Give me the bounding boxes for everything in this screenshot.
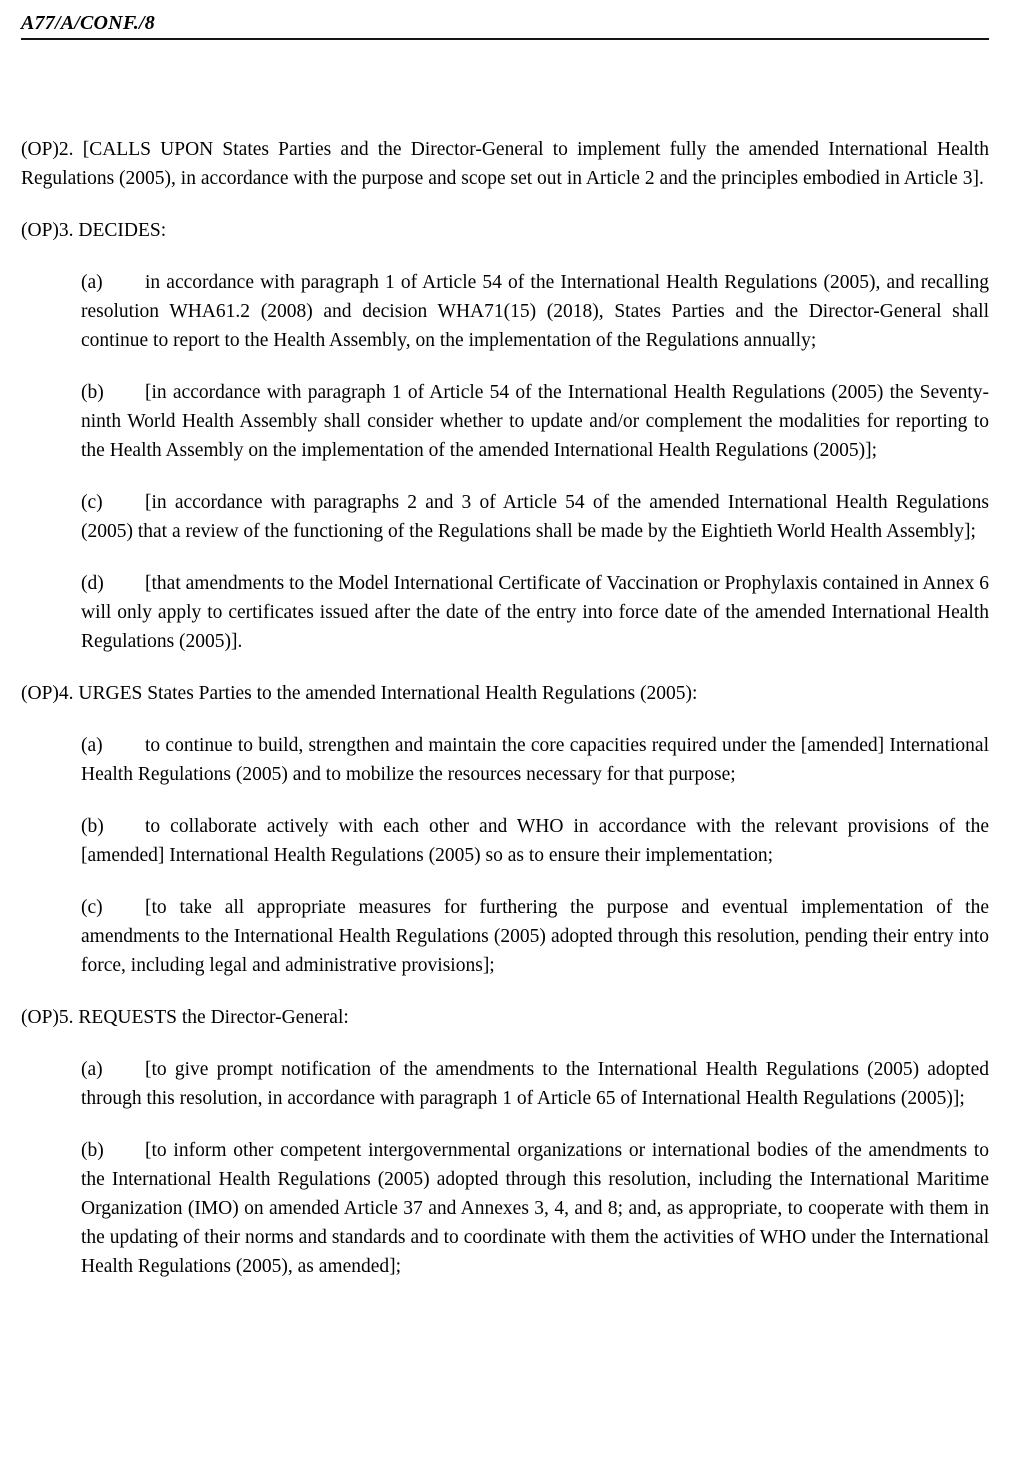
sub-item-label: (b)	[81, 382, 104, 403]
sub-item-text: [that amendments to the Model International Certificate of Vaccination or Prophylaxis contained in Annex 6 will only apply to certificates issued after the date of the entry into force date of the amended International Health Regulations (2005)].	[81, 573, 989, 652]
sub-item-label: (c)	[81, 897, 103, 918]
document-body	[21, 40, 989, 1281]
sub-item-label: (a)	[81, 1059, 103, 1080]
document-header	[21, 0, 989, 40]
paragraph-op4-b	[81, 812, 989, 870]
paragraph-op4: (OP)4. URGES States Parties to the amended International Health Regulations (2005):	[21, 683, 698, 704]
sub-item-label: (b)	[81, 1140, 104, 1161]
paragraph-op3-c	[81, 488, 989, 546]
sub-item-text: to collaborate actively with each other and WHO in accordance with the relevant provisions of the [amended] International Health Regulations (2005) so as to ensure their implementation;	[81, 816, 989, 866]
sub-item-label: (a)	[81, 272, 103, 293]
sub-item-text: [to give prompt notification of the amendments to the International Health Regulations (2005) adopted through this resolution, in accordance with paragraph 1 of Article 65 of International Health Regulations (2005)];	[81, 1059, 989, 1109]
paragraph-op4-c	[81, 893, 989, 980]
sub-item-text: [in accordance with paragraphs 2 and 3 of Article 54 of the amended International Health Regulations (2005) that a review of the functioning of the Regulations shall be made by the Eightieth World Health Assembly];	[81, 492, 989, 542]
paragraph-op3: (OP)3. DECIDES:	[21, 220, 167, 241]
paragraph-op5-b	[81, 1136, 989, 1281]
sub-item-label: (d)	[81, 573, 104, 594]
sub-item-label: (c)	[81, 492, 103, 513]
sub-item-label: (b)	[81, 816, 104, 837]
paragraph-op4-a	[81, 731, 989, 789]
sub-item-text: [in accordance with paragraph 1 of Article 54 of the International Health Regulations (2005) the Seventy-ninth World Health Assembly shall consider whether to update and/or complement the modalities for reporting to the Health Assembly on the implementation of the amended International Health Regulations (2005)];	[81, 382, 989, 461]
paragraph-op3-b	[81, 378, 989, 465]
sub-item-text: to continue to build, strengthen and maintain the core capacities required under the [amended] International Health Regulations (2005) and to mobilize the resources necessary for that purpose;	[81, 735, 989, 785]
paragraph-op5-a	[81, 1055, 989, 1113]
sub-item-text: [to inform other competent intergovernmental organizations or international bodies of the amendments to the International Health Regulations (2005) adopted through this resolution, including the International Maritime Organization (IMO) on amended Article 37 and Annexes 3, 4, and 8; and, as appropriate, to cooperate with them in the updating of their norms and standards and to coordinate with them the activities of WHO under the International Health Regulations (2005), as amended];	[81, 1140, 989, 1277]
paragraph-op3-d	[81, 569, 989, 656]
document-reference: A77/A/CONF./8	[21, 12, 155, 34]
paragraph-op2: (OP)2. [CALLS UPON States Parties and the Director-General to implement fully the amended International Health Regulations (2005), in accordance with the purpose and scope set out in Article 2 and the principles embodied in Article 3].	[21, 139, 989, 189]
sub-item-text: in accordance with paragraph 1 of Article 54 of the International Health Regulations (2005), and recalling resolution WHA61.2 (2008) and decision WHA71(15) (2018), States Parties and the Director-General shall continue to report to the Health Assembly, on the implementation of the Regulations annually;	[81, 272, 989, 351]
sub-item-label: (a)	[81, 735, 103, 756]
sub-item-text: [to take all appropriate measures for furthering the purpose and eventual implementation of the amendments to the International Health Regulations (2005) adopted through this resolution, pending their entry into force, including legal and administrative provisions];	[81, 897, 989, 976]
paragraph-op3-a	[81, 268, 989, 355]
paragraph-op5: (OP)5. REQUESTS the Director-General:	[21, 1007, 349, 1028]
